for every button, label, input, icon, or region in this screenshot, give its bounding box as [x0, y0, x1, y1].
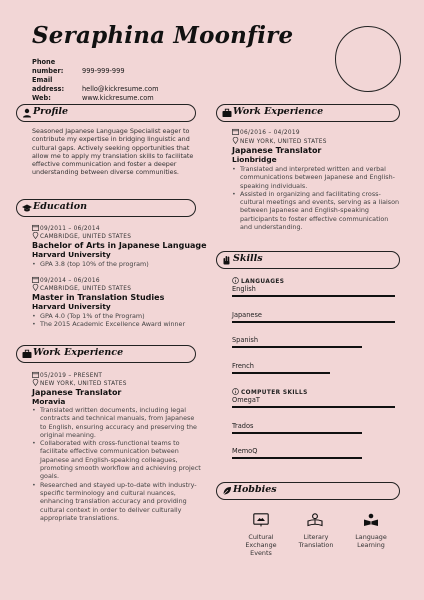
hobby-cultural-exchange: Cultural Exchange Events	[245, 533, 277, 558]
work-1-dates: 05/2019 – PRESENT	[32, 371, 102, 380]
work-2-company: Lionbridge	[232, 155, 277, 164]
profile-title: Profile	[33, 106, 69, 117]
info-icon	[232, 277, 239, 284]
hobbies-title: Hobbies	[233, 484, 277, 495]
skill-level-bar	[232, 321, 395, 323]
phone-label: Phone number:	[32, 58, 64, 75]
edu-2-dates: 09/2014 – 06/2016	[32, 276, 100, 285]
reading-icon	[307, 513, 323, 527]
web-label: Web:	[32, 94, 51, 102]
work-2-bullets	[232, 165, 402, 231]
skill-name: English	[232, 285, 256, 293]
skill-level-bar	[232, 295, 395, 297]
list-item: • Translated and interpreted written and verbal communications between Japanese and English-speaking individuals.	[232, 165, 402, 190]
book-icon	[363, 513, 379, 527]
hobbies-section-header	[216, 482, 400, 500]
skill-level-bar	[232, 432, 362, 434]
skill-level-bar	[232, 372, 330, 374]
work-experience-section-header-right	[216, 104, 400, 122]
work-experience-title: Work Experience	[33, 347, 124, 358]
work-2-role: Japanese Translator	[232, 146, 322, 155]
edu-1-school: Harvard University	[32, 250, 111, 259]
work-1-company: Moravia	[32, 397, 66, 406]
computer-skills-subheader: COMPUTER SKILLS	[232, 388, 308, 396]
skill-name: Spanish	[232, 336, 259, 344]
work-1-bullets	[32, 406, 202, 522]
hand-icon	[222, 255, 232, 265]
work-1-role: Japanese Translator	[32, 388, 122, 397]
edu-2-bullets	[32, 312, 200, 329]
profile-photo-placeholder	[335, 26, 401, 92]
edu-1-location: CAMBRIDGE, UNITED STATES	[32, 232, 131, 241]
list-item: • Assisted in organizing and facilitating cross-cultural meetings and events, serving as a liaison between Japanese and English-speaking participants to foster effective communication and understanding.	[232, 190, 402, 231]
education-section-header	[16, 199, 196, 217]
work-1-location: NEW YORK, UNITED STATES	[32, 379, 127, 388]
skill-name: MemoQ	[232, 447, 258, 455]
list-item: • Translated written documents, including legal contracts and technical manuals, from Japanese to English, ensuring accuracy and preserving the original meaning.	[32, 406, 202, 439]
web-value[interactable]: www.kickresume.com	[82, 94, 154, 102]
skill-level-bar	[232, 457, 362, 459]
briefcase-icon	[22, 349, 32, 359]
graduation-cap-icon	[22, 203, 32, 213]
languages-subheader: LANGUAGES	[232, 277, 284, 285]
skill-level-bar	[232, 406, 395, 408]
contact-block	[32, 58, 159, 103]
list-item: • Collaborated with cross-functional teams to facilitate effective communication between Japanese and English-speaking colleagues, promoting smooth workflow and achieving project goals.	[32, 439, 202, 480]
hobby-literary-translation: Literary Translation	[298, 533, 334, 550]
work-2-location: NEW YORK, UNITED STATES	[232, 137, 327, 146]
location-pin-icon	[32, 379, 39, 386]
skill-name: OmegaT	[232, 396, 260, 404]
location-pin-icon	[232, 137, 239, 144]
profile-summary: Seasoned Japanese Language Specialist eager to contribute my expertise in bridging linguistic and cultural gaps. Actively seeking opportunities that allow me to apply my translation skills to facilitate effective communication and foster a deeper understanding between diverse communities.	[32, 127, 194, 177]
calendar-icon	[32, 276, 39, 283]
hobby-language-learning: Language Learning	[355, 533, 387, 550]
handshake-icon	[253, 513, 269, 527]
work-2-dates: 06/2016 – 04/2019	[232, 128, 300, 137]
skill-level-bar	[232, 346, 362, 348]
user-icon	[22, 108, 32, 118]
calendar-icon	[32, 371, 39, 378]
skill-name: French	[232, 361, 254, 370]
education-title: Education	[33, 201, 87, 212]
list-item: • GPA 3.8 (top 10% of the program)	[32, 260, 200, 268]
location-pin-icon	[32, 232, 39, 239]
skill-name: Japanese	[232, 310, 262, 319]
profile-section-header	[16, 104, 196, 122]
edu-2-location: CAMBRIDGE, UNITED STATES	[32, 284, 131, 293]
list-item: • The 2015 Academic Excellence Award winner	[32, 320, 200, 328]
edu-1-bullets	[32, 260, 200, 268]
list-item: • Researched and stayed up-to-date with industry-specific terminology and cultural nuances, enhancing translation accuracy and providing cultural context in order to deliver culturally appropriate translations.	[32, 481, 202, 522]
info-icon	[232, 388, 239, 395]
candidate-name: Seraphina Moonfire	[32, 22, 294, 49]
work-experience-title-right: Work Experience	[233, 106, 324, 117]
briefcase-icon	[222, 108, 232, 118]
calendar-icon	[232, 128, 239, 135]
skills-section-header	[216, 251, 400, 269]
work-experience-section-header	[16, 345, 196, 363]
leaf-icon	[222, 486, 232, 496]
email-value[interactable]: hello@kickresume.com	[82, 85, 159, 93]
skill-name: Trados	[232, 421, 254, 430]
location-pin-icon	[32, 284, 39, 291]
skills-title: Skills	[233, 253, 263, 264]
edu-1-dates: 09/2011 – 06/2014	[32, 224, 100, 233]
calendar-icon	[32, 224, 39, 231]
email-label: Email address:	[32, 76, 65, 93]
list-item: • GPA 4.0 (Top 1% of the Program)	[32, 312, 200, 320]
edu-2-degree: Master in Translation Studies	[32, 293, 165, 302]
edu-1-degree: Bachelor of Arts in Japanese Language	[32, 241, 207, 250]
phone-value: 999-999-999	[82, 67, 125, 75]
edu-2-school: Harvard University	[32, 302, 111, 311]
